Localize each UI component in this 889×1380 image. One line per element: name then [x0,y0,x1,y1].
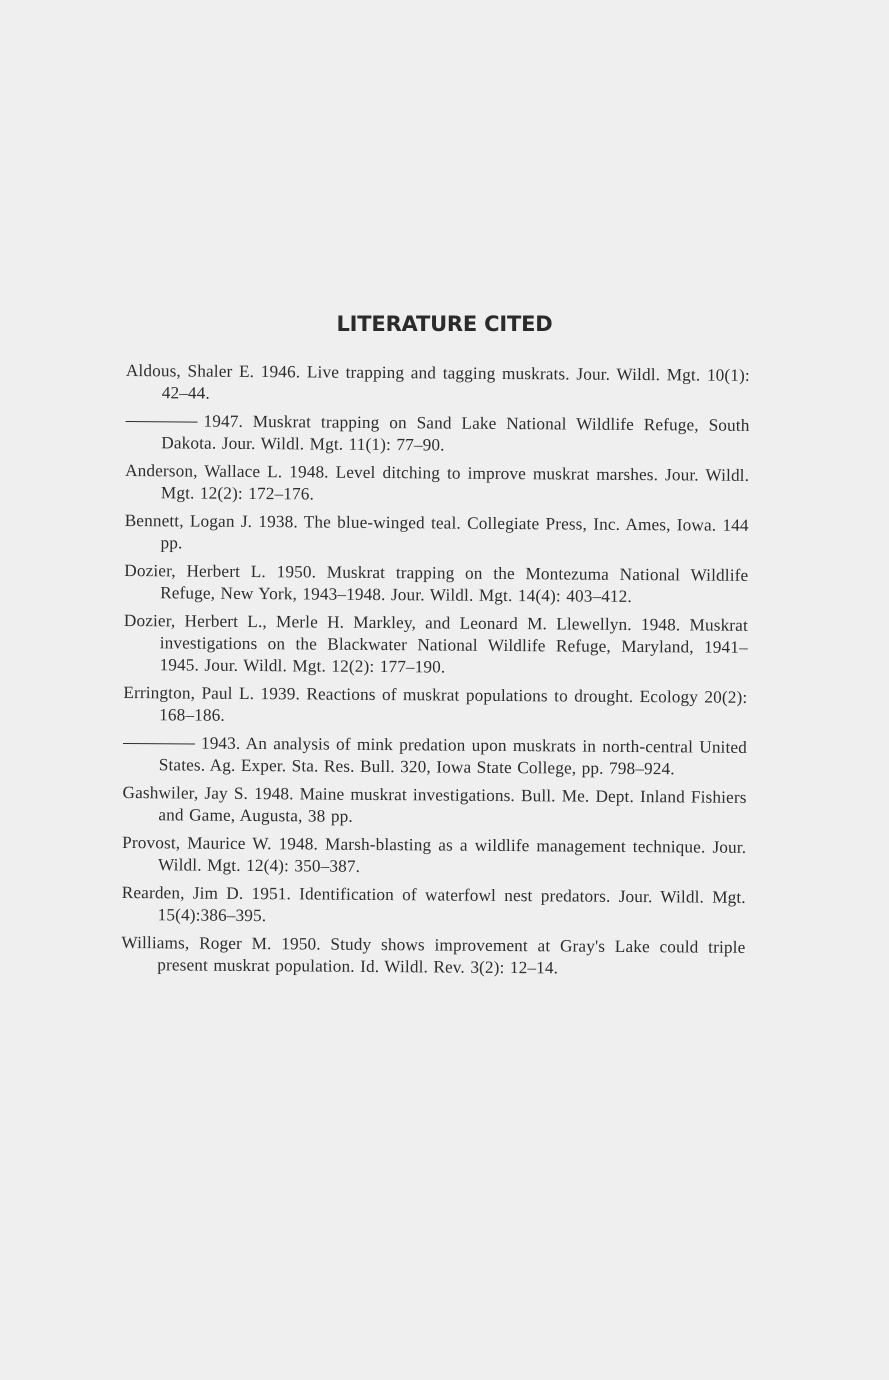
reference-entry [121,932,745,981]
reference-text: Anderson, Wallace L. 1948. Level ditching to improve muskrat marshes. Jour. Wildl. Mgt. 12(2): 172–176. [125,460,750,504]
reference-text: 1943. An analysis of mink predation upon muskrats in north-central United States. Ag. Exper. Sta. Res. Bull. 320, Iowa State College, pp. 798–924. [158,733,748,779]
reference-entry [124,510,748,559]
reference-text: Aldous, Shaler E. 1946. Live trapping and tagging muskrats. Jour. Wildl. Mgt. 10(1): 42–44. [125,360,750,403]
reference-entry [122,782,746,831]
reference-text: Errington, Paul L. 1939. Reactions of muskrat populations to drought. Ecology 20(2): 168–186. [123,682,748,725]
reference-text: Gashwiler, Jay S. 1948. Maine muskrat investigations. Bull. Me. Dept. Inland Fishiers and Game, Augusta, 38 pp. [122,782,747,826]
reference-entry [124,610,748,681]
reference-list [121,360,750,987]
reference-text: Rearden, Jim D. 1951. Identification of waterfowl nest predators. Jour. Wildl. Mgt. 15(4):386–395. [121,882,746,926]
page-title: LITERATURE CITED [336,312,553,336]
reference-entry [122,832,746,881]
reference-entry [125,410,749,459]
reference-entry [125,460,749,509]
ditto-dash [123,743,195,745]
reference-entry [124,560,748,609]
reference-text: Williams, Roger M. 1950. Study shows improvement at Gray's Lake could triple present muskrat population. Id. Wildl. Rev. 3(2): 12–14. [121,932,746,978]
reference-text: Dozier, Herbert L. 1950. Muskrat trapping on the Montezuma National Wildlife Refuge, New York, 1943–1948. Jour. Wildl. Mgt. 14(4): 403–412. [124,560,749,606]
reference-text: 1947. Muskrat trapping on Sand Lake National Wildlife Refuge, South Dakota. Jour. Wildl. Mgt. 11(1): 77–90. [161,411,750,455]
reference-text: Dozier, Herbert L., Merle H. Markley, and Leonard M. Llewellyn. 1948. Muskrat investigations on the Blackwater National Wildlife Refuge, Maryland, 1941–1945. Jour. Wildl. Mgt. 12(2): 177–190. [123,610,749,677]
ditto-dash [126,421,198,423]
reference-entry [123,682,747,731]
reference-text: Provost, Maurice W. 1948. Marsh-blasting as a wildlife management technique. Jour. Wildl. Mgt. 12(4): 350–387. [122,832,747,876]
reference-text: Bennett, Logan J. 1938. The blue-winged teal. Collegiate Press, Inc. Ames, Iowa. 144 pp. [124,510,749,553]
reference-entry [122,882,746,931]
reference-entry [126,360,750,409]
reference-entry [123,732,747,781]
